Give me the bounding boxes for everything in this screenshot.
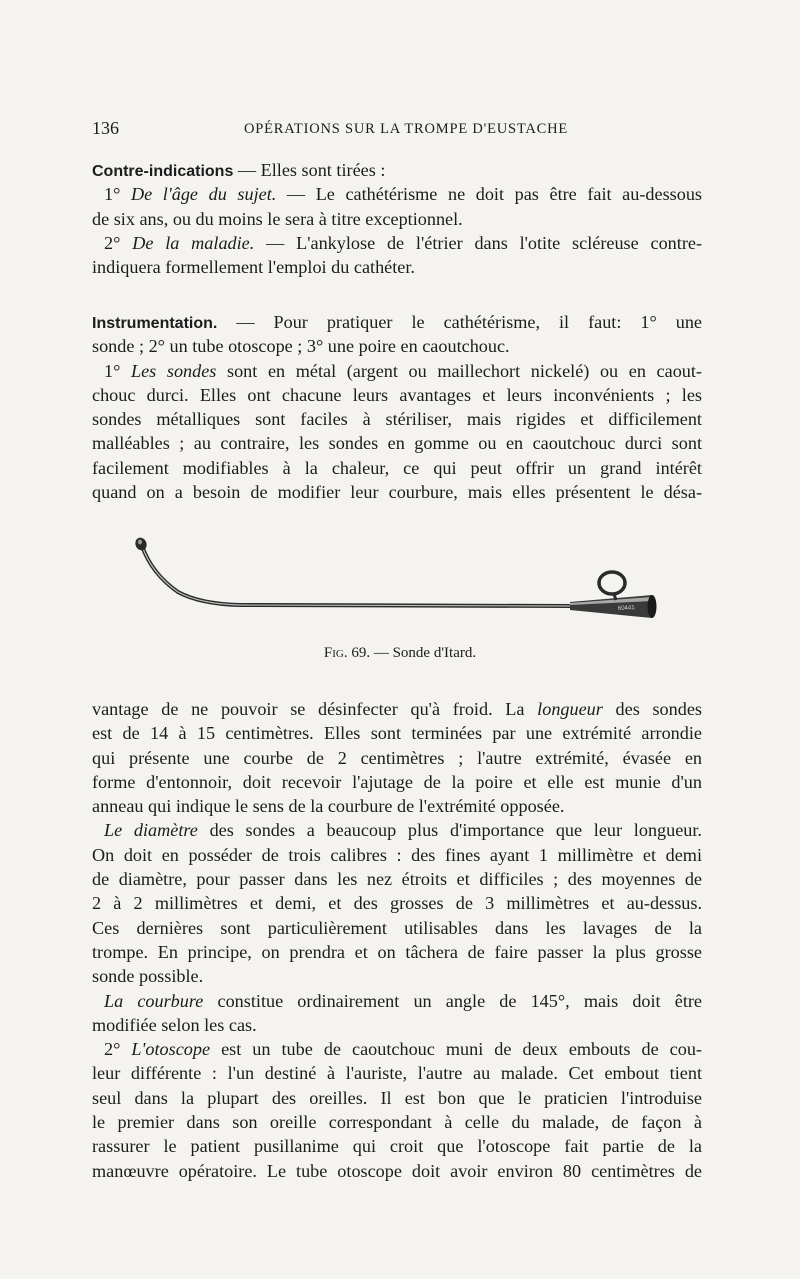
figure-caption: Fig. 69. — Sonde d'Itard. [323,645,477,661]
running-title: OPÉRATIONS SUR LA TROMPE D'EUSTACHE [244,121,569,137]
text-line: sonde ; 2° un tube otoscope ; 3° une poire en caoutchouc. [92,336,510,357]
text-line: seul dans la plupart des oreilles. Il est bon que le praticien l'introduise [92,1087,702,1108]
text-line: 1° Les sondes sont en métal (argent ou maillechort nickelé) ou en caout- [104,360,702,381]
text-line: 1° De l'âge du sujet. — Le cathétérisme ne doit pas être fait au-dessous [104,184,702,205]
text-line: modifiée selon les cas. [92,1014,257,1035]
text-line: 2 à 2 millimètres et demi, et des grosses de 3 millimètres et au-dessus. [92,893,702,914]
text-line: La courbure constitue ordinairement un angle de 145°, mais doit être [104,990,702,1011]
text-line: indiquera formellement l'emploi du cathéter. [92,257,415,278]
text-line: le premier dans son oreille correspondant à celle du malade, de façon à [92,1112,702,1133]
text-line: On doit en posséder de trois calibres : des fines ayant 1 millimètre et demi [92,844,702,865]
text-line: anneau qui indique le sens de la courbure de l'extrémité opposée. [92,796,565,817]
text-line: leur différente : l'un destiné à l'auriste, l'autre au malade. Cet embout tient [92,1063,702,1084]
sonde-itard-illustration [130,534,670,626]
contre-indications-section [92,158,702,279]
text-line: forme d'entonnoir, doit recevoir l'ajutage de la poire et elle est munie d'un [92,771,702,792]
section-heading: Contre-indications [92,163,234,180]
text-line: manœuvre opératoire. Le tube otoscope doit avoir environ 80 centimètres de [92,1160,702,1181]
body-text-continued [92,697,702,1183]
text-line: Le diamètre des sondes a beaucoup plus d'importance que leur longueur. [104,820,702,841]
page-number: 136 [92,118,119,138]
text-line: de diamètre, pour passer dans les nez étroits et difficiles ; des moyennes de [92,869,702,890]
text-line: 2° L'otoscope est un tube de caoutchouc muni de deux embouts de cou- [104,1039,702,1060]
section-heading: Instrumentation. [92,315,218,332]
text-line: Contre-indications — Elles sont tirées : [92,160,386,180]
page-header [92,118,702,146]
text-line: 2° De la maladie. — L'ankylose de l'étrier dans l'otite scléreuse contre- [104,232,703,253]
text-line: facilement modifiables à la chaleur, ce qui peut offrir un grand intérêt [92,457,702,478]
text-line: quand on a besoin de modifier leur courbure, mais elles présentent le désa- [92,482,702,503]
text-line: sondes métalliques sont faciles à stériliser, mais rigides et difficilement [92,409,702,430]
instrumentation-section [92,310,702,504]
text-line: sonde possible. [92,966,204,987]
text-line: trompe. En principe, on prendra et on tâchera de faire passer la plus grosse [92,941,702,962]
text-line: Instrumentation. — Pour pratiquer le cathétérisme, il faut: 1° une [92,312,702,332]
text-line: rassurer le patient pusillanime qui croit que l'otoscope fait partie de la [92,1136,702,1157]
text-line: qui présente une courbe de 2 centimètres ; l'autre extrémité, évasée en [92,747,702,768]
figure-label: Fig. 69. [323,645,371,661]
svg-text:60441: 60441 [617,605,635,612]
text-line: Ces dernières sont particulièrement utilisables dans les lavages de la [92,917,702,938]
text-line: est de 14 à 15 centimètres. Elles sont terminées par une extrémité arrondie [92,723,702,744]
text-line: de six ans, ou du moins le sera à titre exceptionnel. [92,208,463,229]
text-line: malléables ; au contraire, les sondes en gomme ou en caoutchouc durci sont [92,433,702,454]
text-line: vantage de ne pouvoir se désinfecter qu'à froid. La longueur des sondes [92,699,702,719]
text-line: chouc durci. Elles ont chacune leurs avantages et leurs inconvénients ; les [92,384,702,405]
